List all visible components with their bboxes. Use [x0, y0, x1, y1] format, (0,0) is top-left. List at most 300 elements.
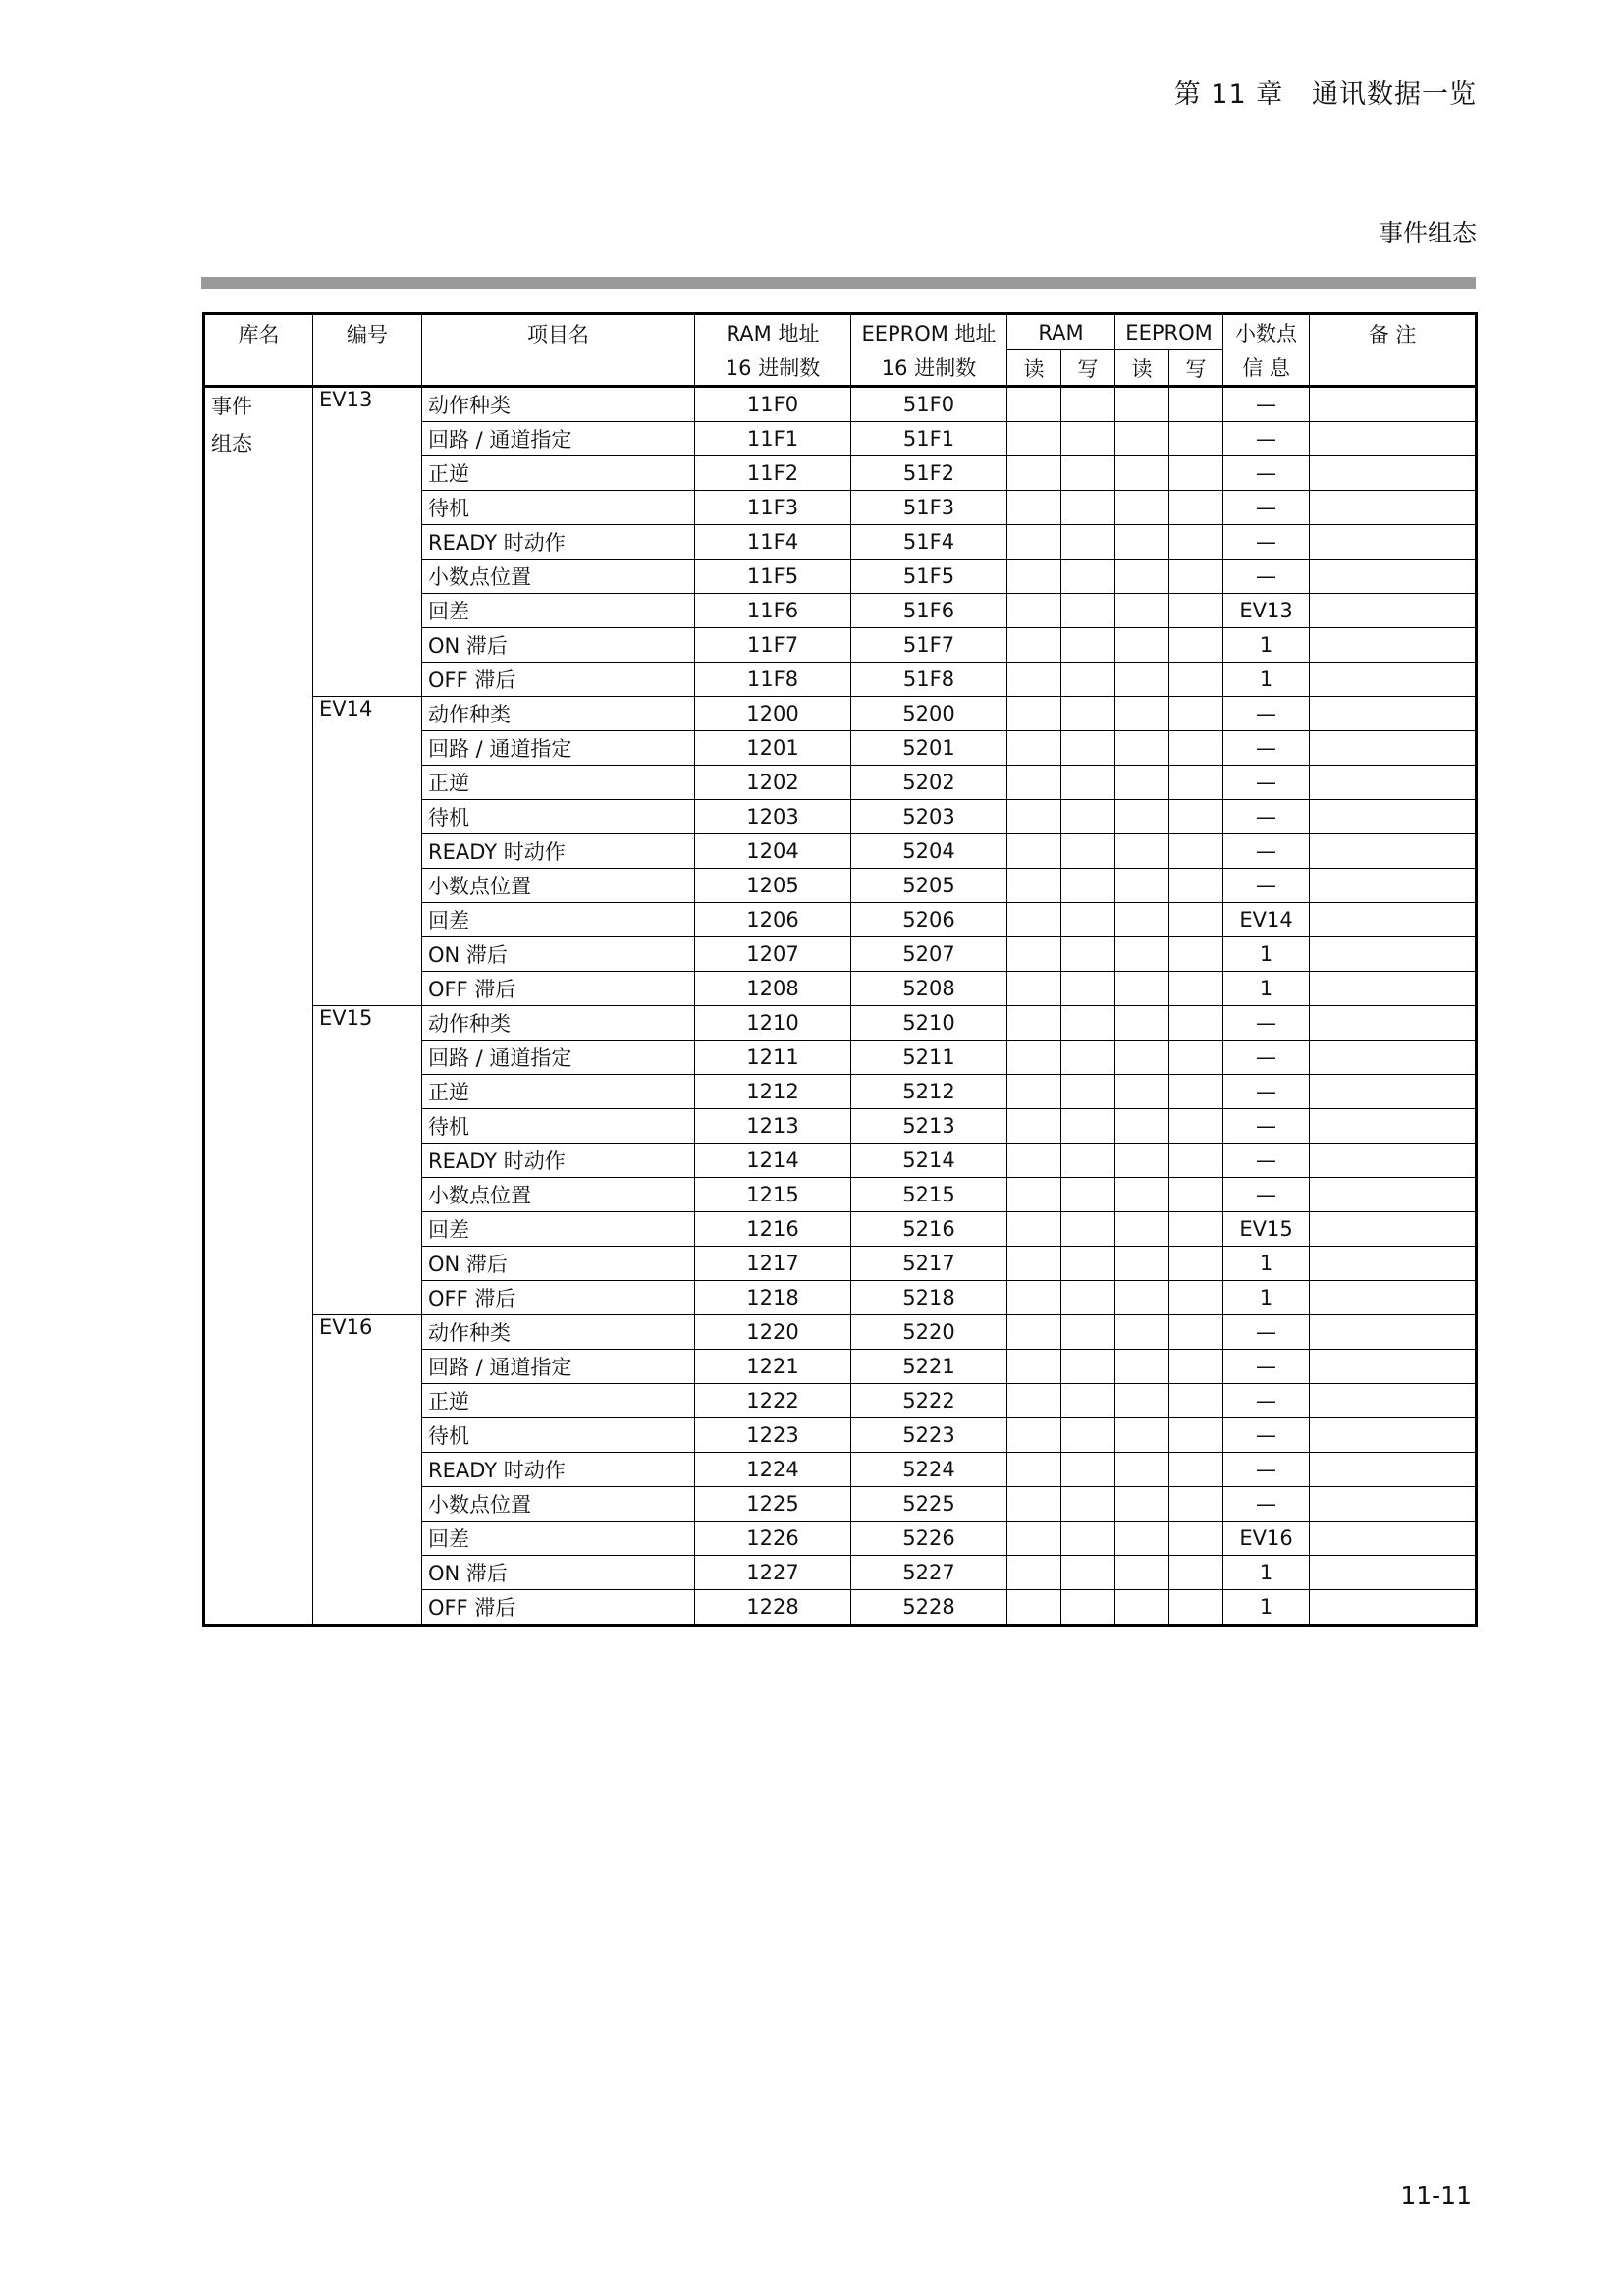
decimal-info-cell: —: [1223, 560, 1310, 594]
remarks-cell: [1310, 1247, 1477, 1281]
eeprom-read-cell: [1115, 1418, 1169, 1453]
remarks-cell: [1310, 1487, 1477, 1522]
remarks-cell: [1310, 1384, 1477, 1418]
ram-write-cell: [1061, 1178, 1115, 1212]
item-name-cell: 小数点位置: [422, 869, 695, 903]
remarks-cell: [1310, 1418, 1477, 1453]
ram-write-cell: [1061, 491, 1115, 525]
item-name-cell: 小数点位置: [422, 560, 695, 594]
ram-read-cell: [1007, 1522, 1061, 1556]
header-decimal: 小数点: [1223, 314, 1310, 350]
header-item-name: 项目名: [422, 314, 695, 387]
eeprom-read-cell: [1115, 1109, 1169, 1144]
decimal-info-cell: 1: [1223, 1281, 1310, 1315]
decimal-info-cell: —: [1223, 834, 1310, 869]
eeprom-write-cell: [1169, 1590, 1223, 1626]
page-number: 11-11: [1400, 2181, 1472, 2210]
ram-write-cell: [1061, 1247, 1115, 1281]
eeprom-address-cell: 5221: [851, 1350, 1007, 1384]
eeprom-address-cell: 51F1: [851, 422, 1007, 456]
ram-write-cell: [1061, 456, 1115, 491]
item-name-cell: 待机: [422, 1418, 695, 1453]
ram-address-cell: 11F8: [695, 663, 851, 697]
remarks-cell: [1310, 1075, 1477, 1109]
decimal-info-cell: —: [1223, 1418, 1310, 1453]
ram-read-cell: [1007, 972, 1061, 1006]
item-name-cell: 待机: [422, 1109, 695, 1144]
ram-address-cell: 11F5: [695, 560, 851, 594]
ram-read-cell: [1007, 1075, 1061, 1109]
eeprom-address-cell: 5226: [851, 1522, 1007, 1556]
decimal-info-cell: —: [1223, 800, 1310, 834]
eeprom-read-cell: [1115, 697, 1169, 731]
item-name-cell: 动作种类: [422, 387, 695, 422]
header-eeprom-read: 读: [1115, 350, 1169, 387]
item-name-cell: READY 时动作: [422, 1453, 695, 1487]
header-ram-address: RAM 地址: [695, 314, 851, 350]
remarks-cell: [1310, 525, 1477, 560]
eeprom-address-cell: 5208: [851, 972, 1007, 1006]
eeprom-address-cell: 5211: [851, 1041, 1007, 1075]
event-number-cell: EV13: [313, 387, 422, 697]
eeprom-address-cell: 51F3: [851, 491, 1007, 525]
eeprom-address-cell: 5218: [851, 1281, 1007, 1315]
ram-write-cell: [1061, 525, 1115, 560]
eeprom-write-cell: [1169, 1178, 1223, 1212]
ram-write-cell: [1061, 422, 1115, 456]
header-ram-hex: 16 进制数: [695, 350, 851, 387]
remarks-cell: [1310, 903, 1477, 937]
remarks-cell: [1310, 663, 1477, 697]
eeprom-write-cell: [1169, 1144, 1223, 1178]
decimal-info-cell: —: [1223, 1041, 1310, 1075]
eeprom-write-cell: [1169, 1109, 1223, 1144]
eeprom-address-cell: 5214: [851, 1144, 1007, 1178]
chapter-number: 第 11 章: [1173, 80, 1284, 110]
eeprom-address-cell: 51F0: [851, 387, 1007, 422]
item-name-cell: 小数点位置: [422, 1487, 695, 1522]
ram-write-cell: [1061, 800, 1115, 834]
ram-write-cell: [1061, 697, 1115, 731]
item-name-cell: OFF 滞后: [422, 663, 695, 697]
eeprom-read-cell: [1115, 525, 1169, 560]
decimal-info-cell: —: [1223, 766, 1310, 800]
ram-address-cell: 1210: [695, 1006, 851, 1041]
ram-address-cell: 1201: [695, 731, 851, 766]
remarks-cell: [1310, 456, 1477, 491]
ram-read-cell: [1007, 903, 1061, 937]
eeprom-read-cell: [1115, 1556, 1169, 1590]
eeprom-address-cell: 5212: [851, 1075, 1007, 1109]
eeprom-read-cell: [1115, 1247, 1169, 1281]
item-name-cell: 待机: [422, 800, 695, 834]
eeprom-read-cell: [1115, 1590, 1169, 1626]
ram-address-cell: 1227: [695, 1556, 851, 1590]
eeprom-write-cell: [1169, 1453, 1223, 1487]
eeprom-read-cell: [1115, 766, 1169, 800]
ram-read-cell: [1007, 1556, 1061, 1590]
table-body: [204, 387, 1477, 1626]
eeprom-write-cell: [1169, 1041, 1223, 1075]
decimal-info-cell: —: [1223, 1315, 1310, 1350]
eeprom-write-cell: [1169, 525, 1223, 560]
decimal-info-cell: 1: [1223, 663, 1310, 697]
eeprom-read-cell: [1115, 1212, 1169, 1247]
ram-address-cell: 11F7: [695, 628, 851, 663]
eeprom-address-cell: 51F8: [851, 663, 1007, 697]
eeprom-read-cell: [1115, 628, 1169, 663]
ram-address-cell: 1226: [695, 1522, 851, 1556]
decimal-info-cell: —: [1223, 422, 1310, 456]
ram-read-cell: [1007, 731, 1061, 766]
ram-read-cell: [1007, 1144, 1061, 1178]
item-name-cell: 动作种类: [422, 1315, 695, 1350]
eeprom-write-cell: [1169, 800, 1223, 834]
ram-read-cell: [1007, 663, 1061, 697]
ram-address-cell: 1206: [695, 903, 851, 937]
ram-read-cell: [1007, 525, 1061, 560]
ram-address-cell: 1228: [695, 1590, 851, 1626]
item-name-cell: ON 滞后: [422, 1556, 695, 1590]
item-name-cell: ON 滞后: [422, 628, 695, 663]
ram-read-cell: [1007, 937, 1061, 972]
eeprom-read-cell: [1115, 1315, 1169, 1350]
remarks-cell: [1310, 1006, 1477, 1041]
library-cell: [204, 387, 313, 1626]
event-number-cell: EV14: [313, 697, 422, 1006]
eeprom-read-cell: [1115, 491, 1169, 525]
eeprom-write-cell: [1169, 663, 1223, 697]
header-eeprom-address: EEPROM 地址: [851, 314, 1007, 350]
eeprom-write-cell: [1169, 731, 1223, 766]
eeprom-read-cell: [1115, 903, 1169, 937]
decimal-info-cell: —: [1223, 869, 1310, 903]
ram-address-cell: 1216: [695, 1212, 851, 1247]
ram-address-cell: 1205: [695, 869, 851, 903]
item-name-cell: 小数点位置: [422, 1178, 695, 1212]
ram-read-cell: [1007, 1178, 1061, 1212]
eeprom-read-cell: [1115, 1281, 1169, 1315]
decimal-info-cell: 1: [1223, 1590, 1310, 1626]
eeprom-address-cell: 5207: [851, 937, 1007, 972]
remarks-cell: [1310, 800, 1477, 834]
library-line-1: 事件: [211, 395, 252, 418]
remarks-cell: [1310, 766, 1477, 800]
remarks-cell: [1310, 1041, 1477, 1075]
ram-write-cell: [1061, 1418, 1115, 1453]
table-row: [204, 697, 1477, 731]
eeprom-read-cell: [1115, 1144, 1169, 1178]
decimal-info-cell: EV16: [1223, 1522, 1310, 1556]
eeprom-read-cell: [1115, 1006, 1169, 1041]
eeprom-read-cell: [1115, 422, 1169, 456]
remarks-cell: [1310, 1315, 1477, 1350]
item-name-cell: 正逆: [422, 1075, 695, 1109]
ram-write-cell: [1061, 1041, 1115, 1075]
ram-write-cell: [1061, 766, 1115, 800]
decimal-info-cell: —: [1223, 1109, 1310, 1144]
eeprom-write-cell: [1169, 1350, 1223, 1384]
eeprom-read-cell: [1115, 1350, 1169, 1384]
remarks-cell: [1310, 1556, 1477, 1590]
eeprom-read-cell: [1115, 869, 1169, 903]
decimal-info-cell: —: [1223, 1350, 1310, 1384]
item-name-cell: 回路 / 通道指定: [422, 731, 695, 766]
eeprom-address-cell: 5205: [851, 869, 1007, 903]
ram-read-cell: [1007, 1590, 1061, 1626]
eeprom-read-cell: [1115, 594, 1169, 628]
decimal-info-cell: EV14: [1223, 903, 1310, 937]
ram-read-cell: [1007, 1212, 1061, 1247]
eeprom-read-cell: [1115, 663, 1169, 697]
remarks-cell: [1310, 422, 1477, 456]
eeprom-address-cell: 51F6: [851, 594, 1007, 628]
ram-read-cell: [1007, 422, 1061, 456]
header-eeprom-hex: 16 进制数: [851, 350, 1007, 387]
ram-write-cell: [1061, 1453, 1115, 1487]
data-table: [202, 312, 1478, 1627]
eeprom-write-cell: [1169, 1281, 1223, 1315]
header-remarks: 备 注: [1310, 314, 1477, 387]
chapter-header: [1174, 73, 1477, 111]
ram-write-cell: [1061, 834, 1115, 869]
remarks-cell: [1310, 1109, 1477, 1144]
ram-address-cell: 1220: [695, 1315, 851, 1350]
remarks-cell: [1310, 1453, 1477, 1487]
eeprom-write-cell: [1169, 560, 1223, 594]
eeprom-address-cell: 5225: [851, 1487, 1007, 1522]
eeprom-address-cell: 51F5: [851, 560, 1007, 594]
header-library: 库名: [204, 314, 313, 387]
library-line-2: 组态: [211, 432, 252, 455]
decimal-info-cell: —: [1223, 731, 1310, 766]
remarks-cell: [1310, 1522, 1477, 1556]
ram-address-cell: 1203: [695, 800, 851, 834]
ram-read-cell: [1007, 1281, 1061, 1315]
ram-write-cell: [1061, 560, 1115, 594]
section-divider: [201, 277, 1476, 289]
decimal-info-cell: —: [1223, 1384, 1310, 1418]
ram-write-cell: [1061, 1006, 1115, 1041]
eeprom-write-cell: [1169, 1006, 1223, 1041]
eeprom-address-cell: 5228: [851, 1590, 1007, 1626]
eeprom-address-cell: 5215: [851, 1178, 1007, 1212]
header-ram-write: 写: [1061, 350, 1115, 387]
event-number-cell: EV15: [313, 1006, 422, 1315]
ram-read-cell: [1007, 1350, 1061, 1384]
eeprom-write-cell: [1169, 1487, 1223, 1522]
ram-address-cell: 1211: [695, 1041, 851, 1075]
eeprom-address-cell: 5200: [851, 697, 1007, 731]
eeprom-address-cell: 5224: [851, 1453, 1007, 1487]
eeprom-write-cell: [1169, 1075, 1223, 1109]
eeprom-address-cell: 5206: [851, 903, 1007, 937]
header-eeprom-write: 写: [1169, 350, 1223, 387]
ram-write-cell: [1061, 1109, 1115, 1144]
chapter-title: 通讯数据一览: [1312, 80, 1477, 110]
ram-address-cell: 1213: [695, 1109, 851, 1144]
item-name-cell: 正逆: [422, 456, 695, 491]
ram-address-cell: 1217: [695, 1247, 851, 1281]
ram-write-cell: [1061, 1350, 1115, 1384]
item-name-cell: 动作种类: [422, 1006, 695, 1041]
ram-read-cell: [1007, 1453, 1061, 1487]
header-ram-read: 读: [1007, 350, 1061, 387]
remarks-cell: [1310, 594, 1477, 628]
item-name-cell: OFF 滞后: [422, 1590, 695, 1626]
header-number: 编号: [313, 314, 422, 387]
eeprom-write-cell: [1169, 1522, 1223, 1556]
ram-address-cell: 1215: [695, 1178, 851, 1212]
eeprom-read-cell: [1115, 972, 1169, 1006]
eeprom-address-cell: 51F4: [851, 525, 1007, 560]
header-eeprom: EEPROM: [1115, 314, 1223, 350]
eeprom-read-cell: [1115, 1487, 1169, 1522]
eeprom-write-cell: [1169, 456, 1223, 491]
item-name-cell: READY 时动作: [422, 525, 695, 560]
header-ram: RAM: [1007, 314, 1115, 350]
table-row: [204, 1006, 1477, 1041]
eeprom-address-cell: 5204: [851, 834, 1007, 869]
item-name-cell: READY 时动作: [422, 834, 695, 869]
ram-write-cell: [1061, 1281, 1115, 1315]
remarks-cell: [1310, 1350, 1477, 1384]
item-name-cell: 回路 / 通道指定: [422, 1041, 695, 1075]
item-name-cell: 回差: [422, 594, 695, 628]
ram-address-cell: 1212: [695, 1075, 851, 1109]
decimal-info-cell: —: [1223, 1144, 1310, 1178]
eeprom-read-cell: [1115, 800, 1169, 834]
decimal-info-cell: 1: [1223, 1247, 1310, 1281]
ram-write-cell: [1061, 1075, 1115, 1109]
eeprom-read-cell: [1115, 560, 1169, 594]
ram-address-cell: 11F2: [695, 456, 851, 491]
eeprom-write-cell: [1169, 1384, 1223, 1418]
ram-address-cell: 1207: [695, 937, 851, 972]
ram-write-cell: [1061, 869, 1115, 903]
eeprom-write-cell: [1169, 594, 1223, 628]
eeprom-write-cell: [1169, 1418, 1223, 1453]
decimal-info-cell: —: [1223, 456, 1310, 491]
eeprom-write-cell: [1169, 1212, 1223, 1247]
remarks-cell: [1310, 387, 1477, 422]
ram-address-cell: 11F6: [695, 594, 851, 628]
table-row: [204, 387, 1477, 422]
eeprom-write-cell: [1169, 937, 1223, 972]
eeprom-address-cell: 5202: [851, 766, 1007, 800]
ram-address-cell: 1200: [695, 697, 851, 731]
ram-write-cell: [1061, 1144, 1115, 1178]
ram-address-cell: 1221: [695, 1350, 851, 1384]
ram-address-cell: 11F1: [695, 422, 851, 456]
eeprom-address-cell: 5223: [851, 1418, 1007, 1453]
eeprom-address-cell: 5203: [851, 800, 1007, 834]
ram-read-cell: [1007, 387, 1061, 422]
ram-address-cell: 11F0: [695, 387, 851, 422]
eeprom-write-cell: [1169, 834, 1223, 869]
remarks-cell: [1310, 491, 1477, 525]
ram-write-cell: [1061, 1522, 1115, 1556]
remarks-cell: [1310, 1590, 1477, 1626]
ram-write-cell: [1061, 903, 1115, 937]
decimal-info-cell: —: [1223, 1006, 1310, 1041]
item-name-cell: ON 滞后: [422, 937, 695, 972]
eeprom-read-cell: [1115, 1522, 1169, 1556]
eeprom-read-cell: [1115, 387, 1169, 422]
eeprom-read-cell: [1115, 1075, 1169, 1109]
ram-write-cell: [1061, 1315, 1115, 1350]
remarks-cell: [1310, 1144, 1477, 1178]
decimal-info-cell: —: [1223, 697, 1310, 731]
ram-read-cell: [1007, 1418, 1061, 1453]
ram-read-cell: [1007, 800, 1061, 834]
decimal-info-cell: —: [1223, 1487, 1310, 1522]
eeprom-write-cell: [1169, 387, 1223, 422]
decimal-info-cell: 1: [1223, 972, 1310, 1006]
ram-write-cell: [1061, 972, 1115, 1006]
ram-write-cell: [1061, 1487, 1115, 1522]
ram-read-cell: [1007, 1247, 1061, 1281]
ram-read-cell: [1007, 491, 1061, 525]
eeprom-address-cell: 5216: [851, 1212, 1007, 1247]
ram-write-cell: [1061, 1212, 1115, 1247]
table-row: [204, 1315, 1477, 1350]
remarks-cell: [1310, 972, 1477, 1006]
eeprom-write-cell: [1169, 1315, 1223, 1350]
ram-write-cell: [1061, 628, 1115, 663]
ram-read-cell: [1007, 697, 1061, 731]
eeprom-address-cell: 5220: [851, 1315, 1007, 1350]
eeprom-read-cell: [1115, 731, 1169, 766]
item-name-cell: READY 时动作: [422, 1144, 695, 1178]
remarks-cell: [1310, 1212, 1477, 1247]
eeprom-address-cell: 5201: [851, 731, 1007, 766]
ram-address-cell: 1225: [695, 1487, 851, 1522]
eeprom-address-cell: 5213: [851, 1109, 1007, 1144]
eeprom-write-cell: [1169, 972, 1223, 1006]
item-name-cell: 回路 / 通道指定: [422, 1350, 695, 1384]
decimal-info-cell: —: [1223, 387, 1310, 422]
eeprom-read-cell: [1115, 456, 1169, 491]
ram-write-cell: [1061, 731, 1115, 766]
eeprom-write-cell: [1169, 697, 1223, 731]
item-name-cell: 待机: [422, 491, 695, 525]
decimal-info-cell: 1: [1223, 937, 1310, 972]
eeprom-address-cell: 5210: [851, 1006, 1007, 1041]
ram-read-cell: [1007, 1315, 1061, 1350]
ram-address-cell: 1204: [695, 834, 851, 869]
ram-read-cell: [1007, 1487, 1061, 1522]
eeprom-address-cell: 51F2: [851, 456, 1007, 491]
remarks-cell: [1310, 628, 1477, 663]
ram-address-cell: 1202: [695, 766, 851, 800]
eeprom-write-cell: [1169, 422, 1223, 456]
eeprom-read-cell: [1115, 1178, 1169, 1212]
eeprom-read-cell: [1115, 937, 1169, 972]
ram-write-cell: [1061, 663, 1115, 697]
decimal-info-cell: 1: [1223, 1556, 1310, 1590]
table-header: [204, 314, 1477, 387]
item-name-cell: ON 滞后: [422, 1247, 695, 1281]
eeprom-address-cell: 51F7: [851, 628, 1007, 663]
ram-address-cell: 1208: [695, 972, 851, 1006]
ram-read-cell: [1007, 766, 1061, 800]
eeprom-write-cell: [1169, 491, 1223, 525]
decimal-info-cell: —: [1223, 491, 1310, 525]
eeprom-read-cell: [1115, 1041, 1169, 1075]
ram-read-cell: [1007, 1041, 1061, 1075]
remarks-cell: [1310, 560, 1477, 594]
